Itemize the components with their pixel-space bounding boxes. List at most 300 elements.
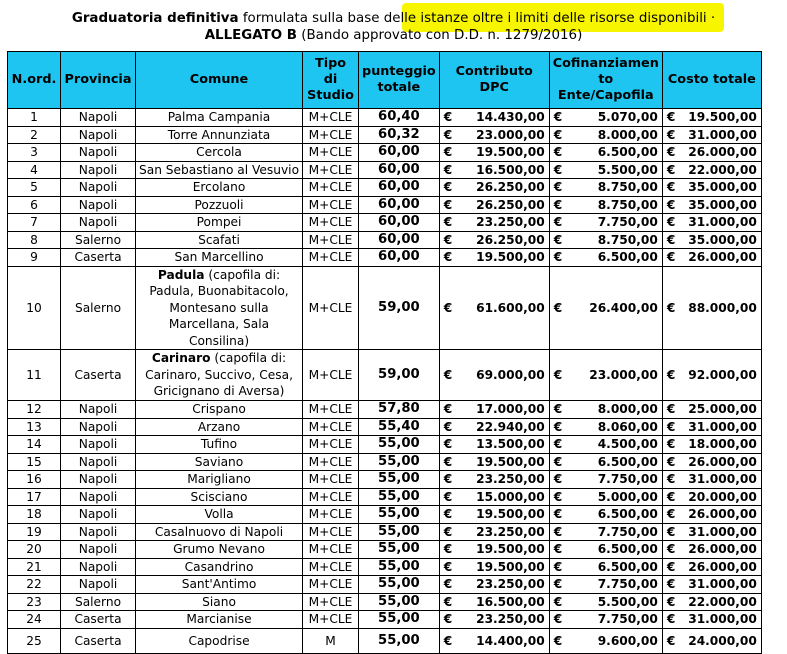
costo-value: 20.000,00: [688, 489, 757, 504]
cell-tipo: [303, 350, 359, 401]
cell-contributo: [439, 196, 549, 214]
row-number: 10: [26, 300, 42, 315]
cell-costo: [662, 471, 761, 489]
contributo-value: 17.000,00: [476, 402, 545, 417]
costo-value: 31.000,00: [688, 612, 757, 627]
cell-nord: [8, 109, 61, 127]
costo-value: 26.000,00: [688, 542, 757, 557]
euro-sign: €: [666, 559, 676, 574]
row-number: 20: [26, 542, 42, 557]
cell-nord: [8, 249, 61, 267]
cell-tipo: [303, 541, 359, 559]
contributo-value: 19.500,00: [476, 454, 545, 469]
costo-value: 19.500,00: [688, 110, 757, 125]
euro-sign: €: [666, 402, 676, 417]
cell-comune: [136, 558, 303, 576]
row-number: 1: [30, 110, 38, 125]
euro-sign: €: [553, 110, 563, 125]
cell-contributo: [439, 214, 549, 232]
cell-costo: [662, 523, 761, 541]
comune-capofila: Carinaro: [151, 351, 211, 366]
cell-provincia: [61, 401, 136, 419]
row-number: 21: [26, 559, 42, 574]
col-header-cofinanziamento: [549, 52, 662, 109]
provincia-value: Napoli: [78, 419, 118, 434]
provincia-value: Salerno: [74, 300, 122, 315]
comune-value: Palma Campania: [167, 110, 271, 125]
euro-sign: €: [666, 419, 676, 434]
cell-provincia: [61, 541, 136, 559]
col-header-nord: N.ord.: [8, 52, 61, 109]
cell-punteggio: [359, 418, 440, 436]
cell-comune: [136, 196, 303, 214]
row-number: 12: [26, 402, 42, 417]
cell-tipo: [303, 506, 359, 524]
cell-punteggio: [359, 506, 440, 524]
cell-contributo: [439, 109, 549, 127]
euro-sign: €: [553, 454, 563, 469]
cell-cofinanziamento: [549, 541, 662, 559]
cofinanziamento-value: 26.400,00: [589, 300, 658, 315]
cell-punteggio: [359, 109, 440, 127]
cofinanziamento-value: 7.750,00: [597, 577, 658, 592]
costo-value: 22.000,00: [688, 594, 757, 609]
contributo-value: 23.000,00: [476, 127, 545, 142]
cell-contributo: [439, 231, 549, 249]
title-line-2: [0, 27, 787, 44]
provincia-value: Napoli: [78, 542, 118, 557]
costo-value: 26.000,00: [688, 559, 757, 574]
cell-nord: [8, 231, 61, 249]
cell-provincia: [61, 593, 136, 611]
cell-contributo: [439, 350, 549, 401]
cell-contributo: [439, 593, 549, 611]
punteggio-value: 55,00: [378, 471, 420, 487]
comune-value: Ercolano: [192, 180, 246, 195]
cofinanziamento-value: 8.750,00: [597, 180, 658, 195]
tipo-value: M+CLE: [308, 250, 353, 265]
contributo-value: 19.500,00: [476, 145, 545, 160]
costo-value: 26.000,00: [688, 250, 757, 265]
cell-punteggio: [359, 593, 440, 611]
tipo-value: M+CLE: [308, 162, 353, 177]
punteggio-value: 60,00: [378, 179, 420, 195]
cell-costo: [662, 144, 761, 162]
table-row: [8, 558, 762, 576]
euro-sign: €: [553, 419, 563, 434]
costo-value: 31.000,00: [688, 524, 757, 539]
row-number: 8: [30, 232, 38, 247]
cofinanziamento-value: 5.500,00: [597, 594, 658, 609]
table-row: [8, 144, 762, 162]
cell-provincia: [61, 214, 136, 232]
cell-nord: [8, 628, 61, 653]
cell-provincia: [61, 506, 136, 524]
table-row: [8, 266, 762, 350]
cell-punteggio: [359, 436, 440, 454]
cell-punteggio: [359, 249, 440, 267]
table-row: [8, 401, 762, 419]
cell-costo: [662, 214, 761, 232]
cell-provincia: [61, 161, 136, 179]
provincia-value: Napoli: [78, 559, 118, 574]
comune-value: Grumo Nevano: [173, 542, 265, 557]
cell-comune: [136, 179, 303, 197]
cell-cofinanziamento: [549, 593, 662, 611]
cell-punteggio: [359, 126, 440, 144]
cofinanziamento-value: 7.750,00: [597, 472, 658, 487]
euro-sign: €: [443, 110, 453, 125]
cofinanziamento-value: 6.500,00: [597, 250, 658, 265]
comune-value: Crispano: [192, 402, 246, 417]
cofinanziamento-value: 7.750,00: [597, 215, 658, 230]
contributo-value: 19.500,00: [476, 250, 545, 265]
cofinanziamento-value: 8.060,00: [597, 419, 658, 434]
euro-sign: €: [443, 454, 453, 469]
comune-value: Torre Annunziata: [167, 127, 271, 142]
cofinanziamento-value: 7.750,00: [597, 612, 658, 627]
punteggio-value: 55,00: [378, 436, 420, 452]
tipo-value: M+CLE: [308, 368, 353, 382]
euro-sign: €: [443, 437, 453, 452]
cell-punteggio: [359, 611, 440, 629]
cell-nord: [8, 611, 61, 629]
comune-value: Siano: [202, 594, 236, 609]
row-number: 15: [26, 454, 42, 469]
table-row: [8, 488, 762, 506]
euro-sign: €: [443, 507, 453, 522]
cell-provincia: [61, 418, 136, 436]
cell-tipo: [303, 231, 359, 249]
table-row: [8, 628, 762, 653]
euro-sign: €: [666, 110, 676, 125]
cell-punteggio: [359, 161, 440, 179]
tipo-value: M+CLE: [308, 524, 353, 539]
costo-value: 31.000,00: [688, 577, 757, 592]
tipo-value: M+CLE: [308, 507, 353, 522]
comune-value: Cercola: [196, 145, 242, 160]
table-row: [8, 179, 762, 197]
contributo-value: 19.500,00: [476, 507, 545, 522]
euro-sign: €: [443, 489, 453, 504]
euro-sign: €: [666, 215, 676, 230]
cell-comune: [136, 161, 303, 179]
euro-sign: €: [666, 454, 676, 469]
tipo-value: M+CLE: [308, 300, 353, 315]
euro-sign: €: [666, 594, 676, 609]
cell-costo: [662, 611, 761, 629]
contributo-value: 23.250,00: [476, 472, 545, 487]
cell-costo: [662, 453, 761, 471]
table-row: [8, 506, 762, 524]
costo-value: 26.000,00: [688, 507, 757, 522]
row-number: 14: [26, 437, 42, 452]
cell-costo: [662, 109, 761, 127]
comune-value: Arzano: [197, 419, 241, 434]
cell-comune: [136, 593, 303, 611]
punteggio-value: 60,00: [378, 231, 420, 247]
euro-sign: €: [553, 472, 563, 487]
cell-nord: [8, 214, 61, 232]
cell-cofinanziamento: [549, 231, 662, 249]
cell-provincia: [61, 453, 136, 471]
costo-value: 35.000,00: [688, 180, 757, 195]
cofinanziamento-value: 8.750,00: [597, 232, 658, 247]
punteggio-value: 55,00: [378, 488, 420, 504]
cell-costo: [662, 541, 761, 559]
table-row: [8, 196, 762, 214]
tipo-value: M: [325, 633, 336, 648]
cell-punteggio: [359, 471, 440, 489]
col-header-tipo: [303, 52, 359, 109]
cell-punteggio: [359, 144, 440, 162]
cofinanziamento-value: 6.500,00: [597, 559, 658, 574]
cell-provincia: [61, 611, 136, 629]
cell-comune: [136, 126, 303, 144]
cell-contributo: [439, 506, 549, 524]
cell-nord: [8, 179, 61, 197]
euro-sign: €: [666, 437, 676, 452]
cell-cofinanziamento: [549, 161, 662, 179]
contributo-value: 26.250,00: [476, 232, 545, 247]
cell-nord: [8, 350, 61, 401]
cell-comune: [136, 249, 303, 267]
table-row: [8, 436, 762, 454]
punteggio-value: 55,00: [378, 611, 420, 627]
cell-costo: [662, 266, 761, 350]
euro-sign: €: [553, 250, 563, 265]
cell-costo: [662, 558, 761, 576]
cofinanziamento-value: 5.070,00: [597, 110, 658, 125]
cell-contributo: [439, 161, 549, 179]
cell-cofinanziamento: [549, 506, 662, 524]
costo-value: 24.000,00: [688, 633, 757, 648]
row-number: 4: [30, 162, 38, 177]
euro-sign: €: [443, 472, 453, 487]
contributo-value: 14.400,00: [476, 633, 545, 648]
punteggio-value: 59,00: [378, 367, 420, 382]
euro-sign: €: [443, 594, 453, 609]
cell-nord: [8, 523, 61, 541]
contributo-value: 15.000,00: [476, 489, 545, 504]
cell-costo: [662, 126, 761, 144]
punteggio-value: 57,80: [378, 401, 420, 417]
euro-sign: €: [443, 232, 453, 247]
cofinanziamento-value: 6.500,00: [597, 454, 658, 469]
cell-provincia: [61, 558, 136, 576]
cell-provincia: [61, 523, 136, 541]
cell-costo: [662, 179, 761, 197]
cell-punteggio: [359, 231, 440, 249]
contributo-value: 69.000,00: [476, 368, 545, 382]
cell-costo: [662, 436, 761, 454]
euro-sign: €: [553, 594, 563, 609]
punteggio-value: 60,00: [378, 214, 420, 230]
cell-punteggio: [359, 628, 440, 653]
cell-provincia: [61, 350, 136, 401]
table-row: [8, 249, 762, 267]
punteggio-value: 60,40: [378, 109, 420, 125]
cell-tipo: [303, 436, 359, 454]
euro-sign: €: [553, 180, 563, 195]
cell-tipo: [303, 179, 359, 197]
col-header-cofin-text: Cofinanziamen to Ente/Capofila: [552, 56, 659, 103]
euro-sign: €: [553, 402, 563, 417]
cell-comune: [136, 350, 303, 401]
euro-sign: €: [553, 232, 563, 247]
tipo-value: M+CLE: [308, 145, 353, 160]
cell-comune: [136, 436, 303, 454]
euro-sign: €: [666, 472, 676, 487]
euro-sign: €: [666, 127, 676, 142]
tipo-value: M+CLE: [308, 577, 353, 592]
tipo-value: M+CLE: [308, 419, 353, 434]
cell-cofinanziamento: [549, 401, 662, 419]
row-number: 19: [26, 524, 42, 539]
cell-tipo: [303, 628, 359, 653]
table-row: [8, 471, 762, 489]
cell-costo: [662, 249, 761, 267]
punteggio-value: 55,00: [378, 558, 420, 574]
euro-sign: €: [443, 300, 453, 315]
costo-value: 35.000,00: [688, 197, 757, 212]
cell-punteggio: [359, 214, 440, 232]
cell-comune: [136, 576, 303, 594]
cell-tipo: [303, 249, 359, 267]
table-row: [8, 418, 762, 436]
comune-value: (capofila di: Padula, Buonabitacolo, Montesano sulla Marcellana, Sala Consilina): [149, 267, 289, 348]
comune-value: Pozzuoli: [194, 197, 244, 212]
comune-capofila: Padula: [157, 267, 205, 282]
cell-contributo: [439, 436, 549, 454]
euro-sign: €: [443, 542, 453, 557]
tipo-value: M+CLE: [308, 215, 353, 230]
contributo-value: 23.250,00: [476, 524, 545, 539]
cofinanziamento-value: 6.500,00: [597, 145, 658, 160]
provincia-value: Napoli: [78, 437, 118, 452]
euro-sign: €: [443, 633, 453, 648]
cell-comune: [136, 418, 303, 436]
cell-provincia: [61, 576, 136, 594]
table-row: [8, 231, 762, 249]
provincia-value: Salerno: [74, 594, 122, 609]
row-number: 22: [26, 577, 42, 592]
row-number: 3: [30, 145, 38, 160]
cell-provincia: [61, 144, 136, 162]
comune-value: San Marcellino: [174, 250, 264, 265]
euro-sign: €: [666, 633, 676, 648]
cell-costo: [662, 628, 761, 653]
comune-value: Scisciano: [190, 489, 248, 504]
euro-sign: €: [666, 232, 676, 247]
cell-cofinanziamento: [549, 109, 662, 127]
cell-tipo: [303, 471, 359, 489]
cell-contributo: [439, 471, 549, 489]
cell-contributo: [439, 558, 549, 576]
table-row: [8, 161, 762, 179]
cell-cofinanziamento: [549, 576, 662, 594]
row-number: 16: [26, 472, 42, 487]
euro-sign: €: [553, 437, 563, 452]
cell-contributo: [439, 541, 549, 559]
euro-sign: €: [553, 145, 563, 160]
table-row: [8, 576, 762, 594]
contributo-value: 26.250,00: [476, 180, 545, 195]
cell-contributo: [439, 488, 549, 506]
cell-contributo: [439, 523, 549, 541]
cell-costo: [662, 418, 761, 436]
table-row: [8, 214, 762, 232]
cell-tipo: [303, 161, 359, 179]
euro-sign: €: [443, 559, 453, 574]
punteggio-value: 55,00: [378, 632, 420, 648]
cell-punteggio: [359, 266, 440, 350]
provincia-value: Napoli: [78, 489, 118, 504]
cell-punteggio: [359, 453, 440, 471]
euro-sign: €: [666, 577, 676, 592]
cell-contributo: [439, 401, 549, 419]
contributo-value: 23.250,00: [476, 577, 545, 592]
cell-cofinanziamento: [549, 144, 662, 162]
provincia-value: Napoli: [78, 145, 118, 160]
tipo-value: M+CLE: [308, 472, 353, 487]
row-number: 13: [26, 419, 42, 434]
euro-sign: €: [666, 612, 676, 627]
cell-nord: [8, 401, 61, 419]
cell-nord: [8, 266, 61, 350]
cofinanziamento-value: 9.600,00: [597, 633, 658, 648]
cofinanziamento-value: 7.750,00: [597, 524, 658, 539]
cell-cofinanziamento: [549, 611, 662, 629]
cell-comune: [136, 628, 303, 653]
comune-value: Volla: [204, 507, 234, 522]
contributo-value: 14.430,00: [476, 110, 545, 125]
punteggio-value: 55,00: [378, 541, 420, 557]
punteggio-value: 55,40: [378, 418, 420, 434]
cell-nord: [8, 418, 61, 436]
provincia-value: Napoli: [78, 524, 118, 539]
cofinanziamento-value: 23.000,00: [589, 368, 658, 382]
table-row: [8, 593, 762, 611]
table-row: [8, 611, 762, 629]
provincia-value: Salerno: [74, 232, 122, 247]
row-number: 7: [30, 215, 38, 230]
euro-sign: €: [443, 577, 453, 592]
cell-punteggio: [359, 401, 440, 419]
cell-costo: [662, 231, 761, 249]
cell-provincia: [61, 249, 136, 267]
cell-provincia: [61, 179, 136, 197]
provincia-value: Napoli: [78, 507, 118, 522]
euro-sign: €: [666, 542, 676, 557]
punteggio-value: 60,00: [378, 196, 420, 212]
euro-sign: €: [553, 524, 563, 539]
cell-nord: [8, 471, 61, 489]
contributo-value: 16.500,00: [476, 162, 545, 177]
cell-tipo: [303, 196, 359, 214]
cell-provincia: [61, 436, 136, 454]
cell-nord: [8, 144, 61, 162]
provincia-value: Napoli: [78, 402, 118, 417]
euro-sign: €: [553, 542, 563, 557]
cell-tipo: [303, 266, 359, 350]
cell-comune: [136, 541, 303, 559]
cofinanziamento-value: 5.500,00: [597, 162, 658, 177]
cell-punteggio: [359, 541, 440, 559]
cell-contributo: [439, 628, 549, 653]
tipo-value: M+CLE: [308, 489, 353, 504]
provincia-value: Napoli: [78, 215, 118, 230]
